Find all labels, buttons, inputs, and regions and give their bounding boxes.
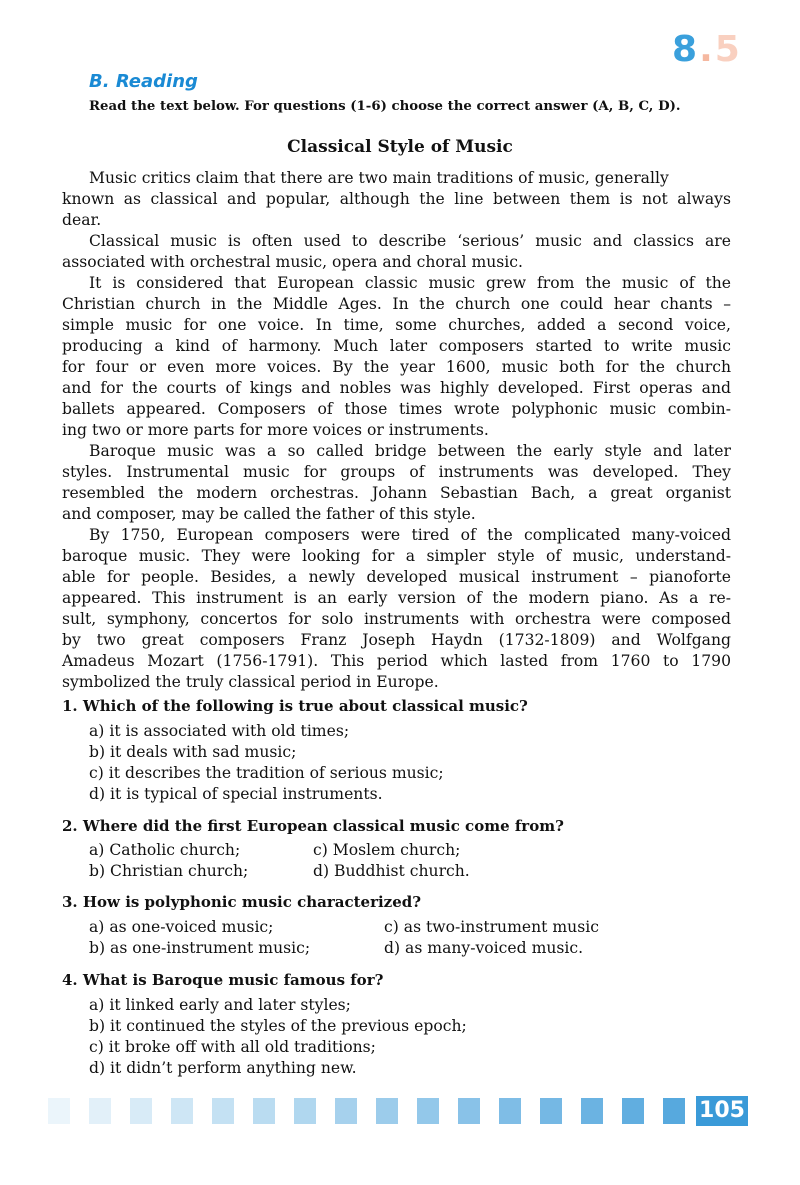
question-text: 4. What is Baroque music famous for? (62, 971, 384, 989)
footer-square (499, 1098, 521, 1124)
text-line: By 1750, European composers were tired of the complicated many-voiced (89, 526, 731, 544)
text-line: known as classical and popular, although the line between them is not always (62, 190, 731, 208)
text-line: styles. Instrumental music for groups of instruments was developed. They (62, 463, 731, 481)
unit-badge (672, 29, 742, 70)
answer-option: d) it didn’t perform anything new. (89, 1059, 357, 1077)
text-line: Amadeus Mozart (1756-1791). This period which lasted from 1760 to 1790 (62, 652, 731, 670)
article-title: Classical Style of Music (287, 137, 513, 157)
question-text: 2. Where did the first European classical music come from? (62, 817, 564, 835)
answer-option: c) Moslem church; (313, 841, 461, 859)
text-line: able for people. Besides, a newly developed musical instrument – pianoforte (62, 568, 731, 586)
footer-square (335, 1098, 357, 1124)
unit-dot: . (699, 29, 715, 70)
text-line: Christian church in the Middle Ages. In the church one could hear chants – (62, 295, 731, 313)
footer-square (376, 1098, 398, 1124)
answer-option: a) as one-voiced music; (89, 918, 274, 936)
text-line: Classical music is often used to describe ‘serious’ music and classics are (89, 232, 731, 250)
text-line: symbolized the truly classical period in Europe. (62, 673, 439, 691)
answer-option: b) it continued the styles of the previous epoch; (89, 1017, 467, 1035)
text-line: baroque music. They were looking for a simpler style of music, understand- (62, 547, 731, 565)
text-line: It is considered that European classic music grew from the music of the (89, 274, 731, 292)
footer-square (663, 1098, 685, 1124)
question-text: 1. Which of the following is true about classical music? (62, 697, 528, 715)
footer-square (540, 1098, 562, 1124)
text-line: and for the courts of kings and nobles was highly developed. First operas and (62, 379, 731, 397)
footer-square (89, 1098, 111, 1124)
answer-option: d) Buddhist church. (313, 862, 470, 880)
answer-option: c) it broke off with all old traditions; (89, 1038, 376, 1056)
footer-gradient-bar (0, 1098, 800, 1126)
text-line: producing a kind of harmony. Much later composers started to write music (62, 337, 731, 355)
text-line: by two great composers Franz Joseph Haydn (1732-1809) and Wolfgang (62, 631, 731, 649)
text-line: associated with orchestral music, opera and choral music. (62, 253, 523, 271)
text-line: and composer, may be called the father of this style. (62, 505, 476, 523)
text-line: Music critics claim that there are two main traditions of music, generally (89, 169, 669, 187)
answer-option: a) it is associated with old times; (89, 722, 350, 740)
text-line: appeared. This instrument is an early version of the modern piano. As a re- (62, 589, 731, 607)
answer-option: a) Catholic church; (89, 841, 241, 859)
footer-square (212, 1098, 234, 1124)
footer-square (130, 1098, 152, 1124)
answer-option: b) Christian church; (89, 862, 249, 880)
text-line: Baroque music was a so called bridge between the early style and later (89, 442, 731, 460)
task-instruction: Read the text below. For questions (1-6) choose the correct answer (A, B, C, D). (89, 99, 681, 114)
answer-option: a) it linked early and later styles; (89, 996, 351, 1014)
answer-option: c) as two-instrument music (384, 918, 599, 936)
page-number: 105 (696, 1096, 748, 1126)
footer-square (458, 1098, 480, 1124)
text-line: resembled the modern orchestras. Johann Sebastian Bach, a great organist (62, 484, 731, 502)
text-line: ballets appeared. Composers of those times wrote polyphonic music combin- (62, 400, 731, 418)
footer-square (253, 1098, 275, 1124)
footer-square (48, 1098, 70, 1124)
answer-option: d) as many-voiced music. (384, 939, 584, 957)
answer-option: d) it is typical of special instruments. (89, 785, 383, 803)
answer-option: b) as one-instrument music; (89, 939, 311, 957)
text-line: dear. (62, 211, 102, 229)
unit-subnumber: 5 (714, 29, 742, 70)
footer-square (417, 1098, 439, 1124)
text-line: ing two or more parts for more voices or instruments. (62, 421, 489, 439)
footer-square (581, 1098, 603, 1124)
footer-square (622, 1098, 644, 1124)
text-line: simple music for one voice. In time, some churches, added a second voice, (62, 316, 731, 334)
footer-square (294, 1098, 316, 1124)
text-line: for four or even more voices. By the year 1600, music both for the church (62, 358, 731, 376)
question-text: 3. How is polyphonic music characterized? (62, 893, 422, 911)
section-heading: B. Reading (89, 71, 198, 92)
answer-option: c) it describes the tradition of serious music; (89, 764, 444, 782)
footer-square (171, 1098, 193, 1124)
unit-number: 8 (672, 29, 700, 70)
answer-option: b) it deals with sad music; (89, 743, 297, 761)
text-line: sult, symphony, concertos for solo instruments with orchestra were composed (62, 610, 731, 628)
